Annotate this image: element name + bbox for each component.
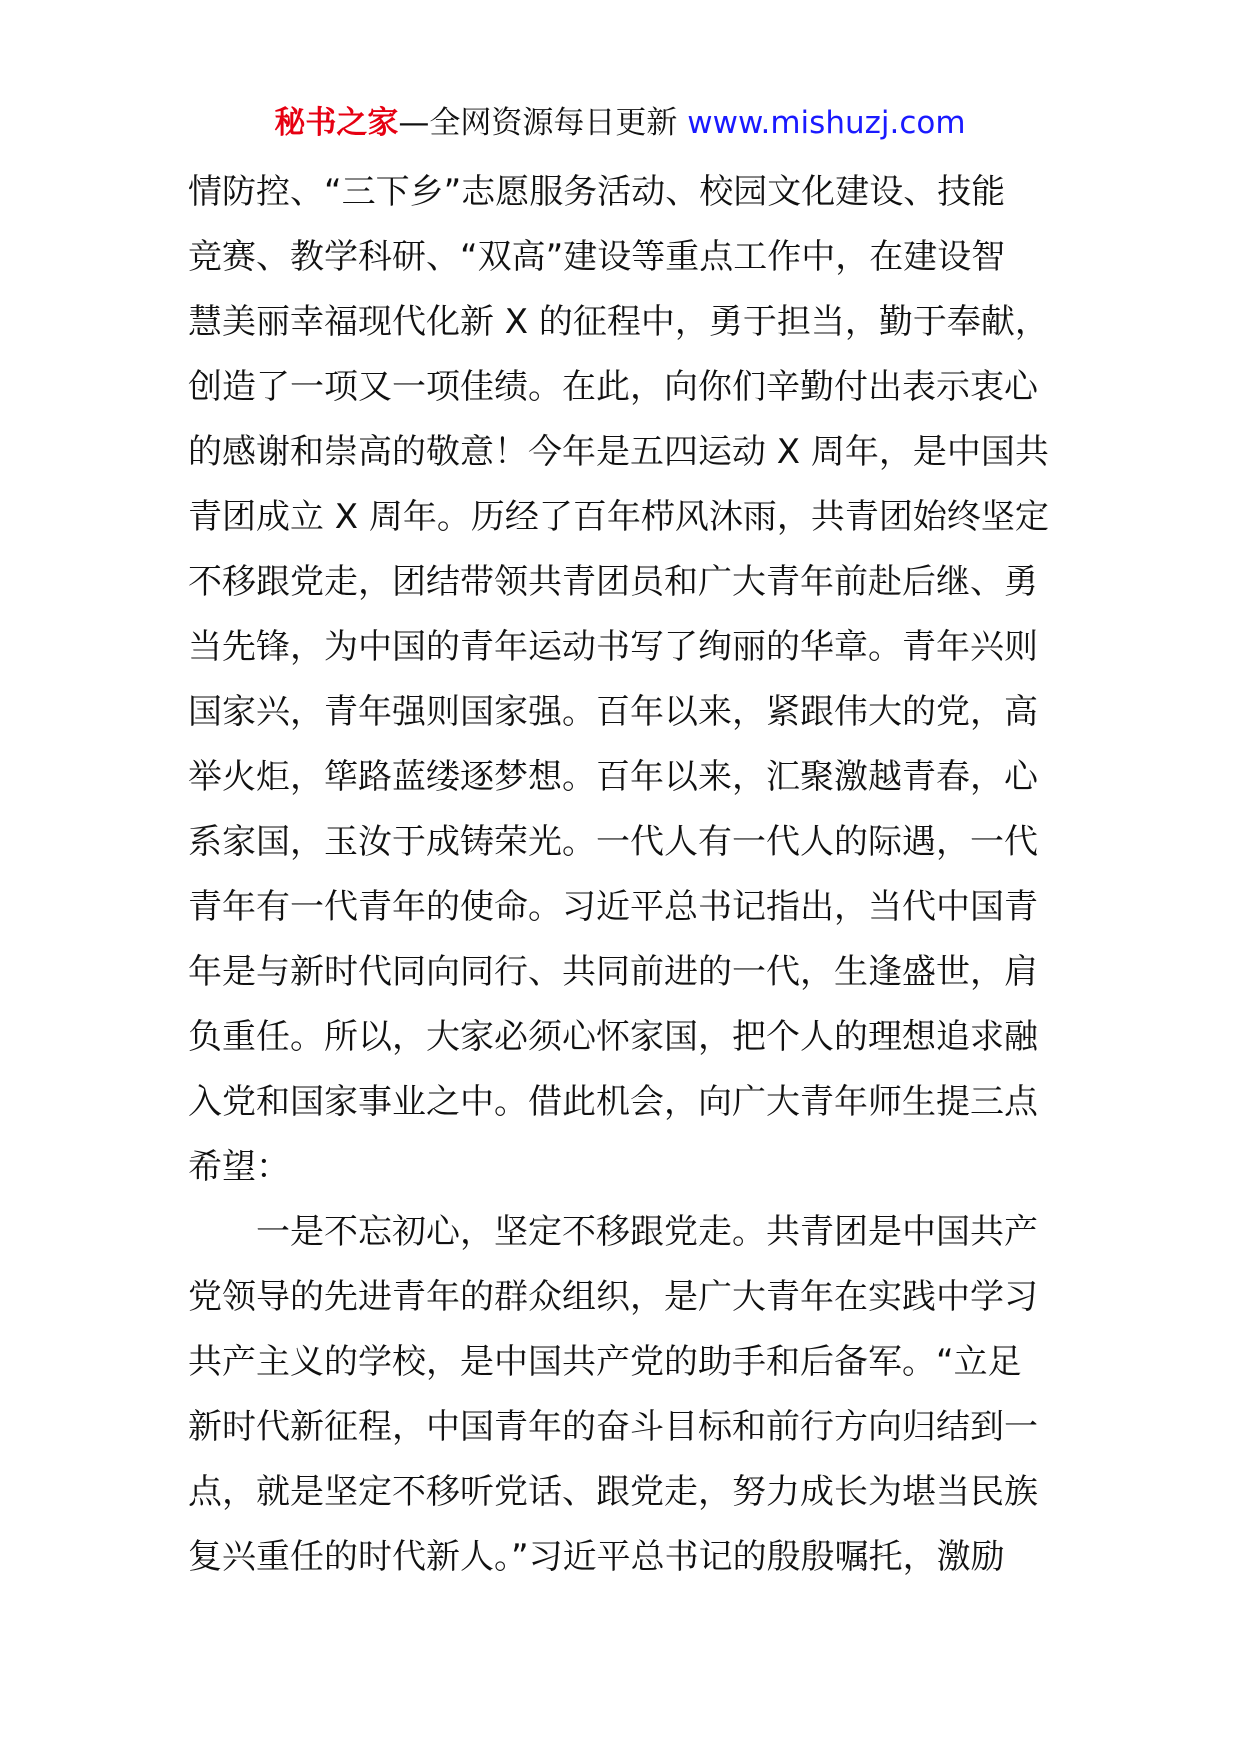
text-line: 青年有一代青年的使命。习近平总书记指出，当代中国青 xyxy=(188,887,1038,927)
document-body xyxy=(188,160,1060,1590)
text-line: 的感谢和崇高的敬意！今年是五四运动 X 周年，是中国共 xyxy=(188,432,1049,472)
page-header xyxy=(0,100,1240,146)
text-line: 举火炬，筚路蓝缕逐梦想。百年以来，汇聚激越青春，心 xyxy=(188,757,1038,797)
text-line: 入党和国家事业之中。借此机会，向广大青年师生提三点 xyxy=(188,1082,1038,1122)
header-tagline: —全网资源每日更新 xyxy=(398,105,678,141)
text-line: 复兴重任的时代新人。”习近平总书记的殷殷嘱托，激励 xyxy=(188,1537,1005,1577)
text-line: 共产主义的学校，是中国共产党的助手和后备军。“立足 xyxy=(188,1342,1022,1382)
site-url-link[interactable]: www.mishuzj.com xyxy=(687,105,966,141)
text-line: 慧美丽幸福现代化新 X 的征程中，勇于担当，勤于奉献， xyxy=(188,302,1049,342)
text-line: 不移跟党走，团结带领共青团员和广大青年前赴后继、勇 xyxy=(188,562,1038,602)
text-line: 国家兴，青年强则国家强。百年以来，紧跟伟大的党，高 xyxy=(188,692,1038,732)
text-line: 希望： xyxy=(188,1147,290,1187)
text-line: 系家国，玉汝于成铸荣光。一代人有一代人的际遇，一代 xyxy=(188,822,1038,862)
text-line: 负重任。所以，大家必须心怀家国，把个人的理想追求融 xyxy=(188,1017,1038,1057)
text-line: 点，就是坚定不移听党话、跟党走，努力成长为堪当民族 xyxy=(188,1472,1038,1512)
text-line: 青团成立 X 周年。历经了百年栉风沐雨，共青团始终坚定 xyxy=(188,497,1049,537)
text-line: 创造了一项又一项佳绩。在此，向你们辛勤付出表示衷心 xyxy=(188,367,1038,407)
text-line: 竞赛、教学科研、“双高”建设等重点工作中，在建设智 xyxy=(188,237,1006,277)
text-line: 新时代新征程，中国青年的奋斗目标和前行方向归结到一 xyxy=(188,1407,1038,1447)
text-line: 年是与新时代同向同行、共同前进的一代，生逢盛世，肩 xyxy=(188,952,1038,992)
text-line: 当先锋，为中国的青年运动书写了绚丽的华章。青年兴则 xyxy=(188,627,1038,667)
paragraph-first-line: 一是不忘初心，坚定不移跟党走。共青团是中国共产 xyxy=(256,1212,1038,1252)
text-line: 党领导的先进青年的群众组织，是广大青年在实践中学习 xyxy=(188,1277,1038,1317)
brand-name: 秘书之家 xyxy=(274,105,399,141)
text-line: 情防控、“三下乡”志愿服务活动、校园文化建设、技能 xyxy=(188,172,1006,212)
